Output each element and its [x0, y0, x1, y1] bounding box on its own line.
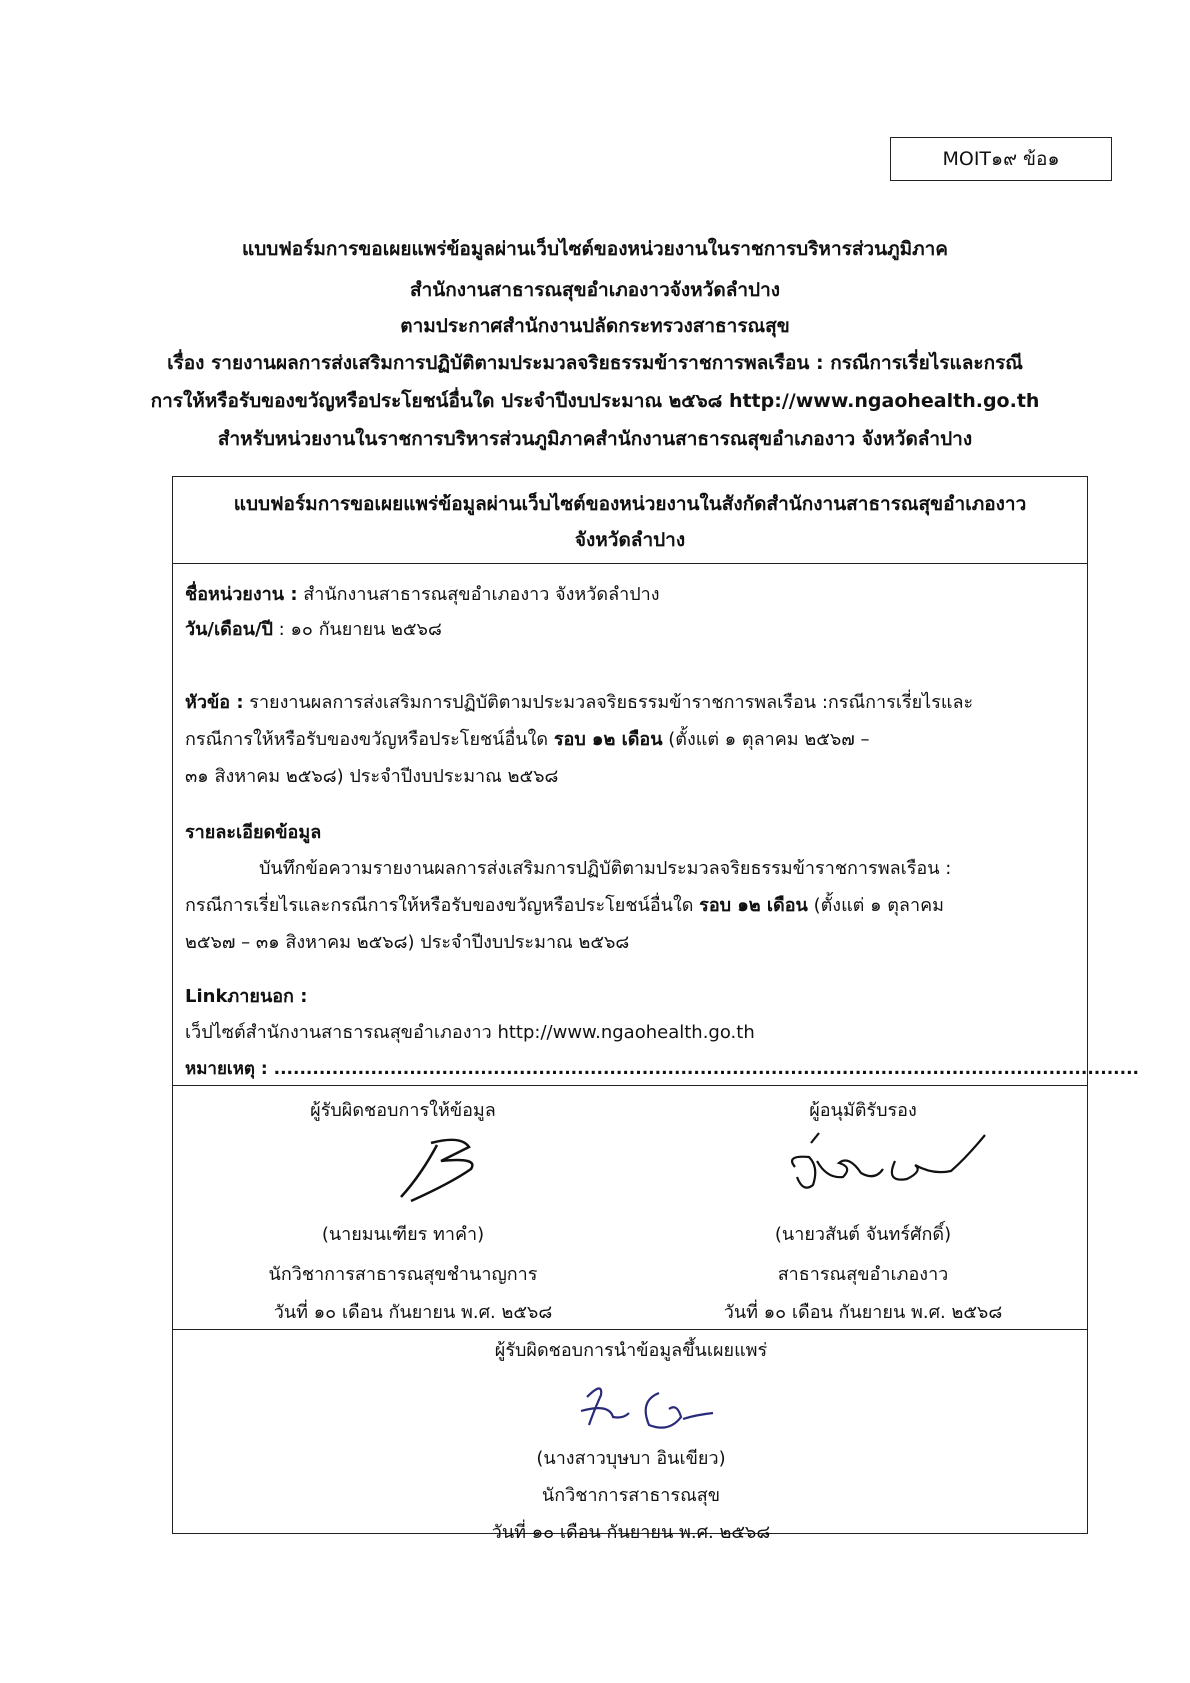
header-line-1: แบบฟอร์มการขอเผยแพร่ข้อมูลผ่านเว็บไซต์ของหน่วยงานในราชการบริหารส่วนภูมิภาค — [241, 238, 949, 260]
detail-line-1: บันทึกข้อความรายงานผลการส่งเสริมการปฏิบัติตามประมวลจริยธรรมข้าราชการพลเรือน : — [259, 858, 952, 879]
row-divider — [173, 1329, 1087, 1330]
bottom-sign-name: (นางสาวบุษบา อินเขียว) — [536, 1448, 726, 1469]
header-line-6: สำหรับหน่วยงานในราชการบริหารส่วนภูมิภาคสำนักงานสาธารณสุขอำเภองาว จังหวัดลำปาง — [217, 428, 973, 450]
left-sign-date: วันที่ ๑๐ เดือน กันยายน พ.ศ. ๒๕๖๘ — [273, 1302, 553, 1323]
bottom-sign-role: ผู้รับผิดชอบการนำข้อมูลขึ้นเผยแพร่ — [494, 1340, 768, 1361]
header-line-5: การให้หรือรับของขวัญหรือประโยชน์อื่นใด ประจำปีงบประมาณ ๒๕๖๘ http://www.ngaohealth.go.th — [150, 390, 1040, 412]
topic-label: หัวข้อ : — [185, 692, 244, 713]
left-sign-position: นักวิชาการสาธารณสุขชำนาญการ — [268, 1264, 538, 1285]
bottom-sign-date: วันที่ ๑๐ เดือน กันยายน พ.ศ. ๒๕๖๘ — [491, 1522, 771, 1543]
agency-label: ชื่อหน่วยงาน : — [185, 584, 298, 605]
right-sign-position: สาธารณสุขอำเภองาว — [777, 1264, 949, 1285]
topic-period: รอบ ๑๒ เดือน — [553, 729, 663, 750]
form-title-line-1: แบบฟอร์มการขอเผยแพร่ข้อมูลผ่านเว็บไซต์ของหน่วยงานในสังกัดสำนักงานสาธารณสุขอำเภองาว — [233, 493, 1027, 515]
form-title-line-2: จังหวัดลำปาง — [574, 529, 686, 551]
topic-text-1: รายงานผลการส่งเสริมการปฏิบัติตามประมวลจริยธรรมข้าราชการพลเรือน :กรณีการเรี่ยไรและ — [243, 692, 974, 713]
note-label: หมายเหตุ : ...................................................................................................................................... — [185, 1059, 1139, 1079]
date-line — [185, 614, 442, 643]
right-signature-image — [783, 1127, 993, 1207]
topic-line-2 — [185, 724, 870, 753]
detail-line-2 — [185, 890, 944, 919]
topic-line-1 — [185, 687, 973, 716]
link-value: เว็ปไซต์สำนักงานสาธารณสุขอำเภองาว http://www.ngaohealth.go.th — [185, 1022, 755, 1043]
agency-line — [185, 579, 660, 608]
detail-period: รอบ ๑๒ เดือน — [699, 895, 808, 916]
header-line-4: เรื่อง รายงานผลการส่งเสริมการปฏิบัติตามประมวลจริยธรรมข้าราชการพลเรือน : กรณีการเรี่ยไรและกรณี — [167, 352, 1023, 374]
form-code-box — [890, 137, 1112, 181]
left-signature-image — [391, 1133, 511, 1213]
right-sign-name: (นายวสันต์ จันทร์ศักดิ์) — [774, 1224, 952, 1245]
bottom-signature-image — [573, 1373, 723, 1443]
left-sign-name: (นายมนเฑียร ทาคำ) — [321, 1224, 485, 1245]
date-value: : ๑๐ กันยายน ๒๕๖๘ — [272, 619, 442, 640]
detail-text-2a: กรณีการเรี่ยไรและกรณีการให้หรือรับของขวัญหรือประโยชน์อื่นใด — [185, 895, 700, 916]
detail-label: รายละเอียดข้อมูล — [185, 822, 322, 843]
detail-line-3: ๒๕๖๗ – ๓๑ สิงหาคม ๒๕๖๘) ประจำปีงบประมาณ ๒๕๖๘ — [185, 932, 630, 953]
form-code: MOIT๑๙ ข้อ๑ — [942, 148, 1060, 170]
header-line-2: สำนักงานสาธารณสุขอำเภองาวจังหวัดลำปาง — [409, 279, 781, 301]
form-table — [172, 476, 1139, 1543]
right-sign-role: ผู้อนุมัติรับรอง — [809, 1100, 917, 1121]
link-label: Linkภายนอก : — [185, 986, 308, 1007]
topic-text-2a: กรณีการให้หรือรับของขวัญหรือประโยชน์อื่นใด — [185, 729, 554, 750]
row-divider — [173, 563, 1087, 564]
right-sign-date: วันที่ ๑๐ เดือน กันยายน พ.ศ. ๒๕๖๘ — [723, 1302, 1003, 1323]
topic-text-2c: (ตั้งแต่ ๑ ตุลาคม ๒๕๖๗ – — [662, 729, 870, 750]
detail-text-2c: (ตั้งแต่ ๑ ตุลาคม — [807, 895, 944, 916]
row-divider — [173, 1085, 1087, 1086]
bottom-sign-position: นักวิชาการสาธารณสุข — [541, 1485, 721, 1506]
left-sign-role: ผู้รับผิดชอบการให้ข้อมูล — [310, 1100, 496, 1121]
agency-value: สำนักงานสาธารณสุขอำเภองาว จังหวัดลำปาง — [297, 584, 660, 605]
date-label: วัน/เดือน/ปี — [185, 619, 273, 640]
topic-line-3: ๓๑ สิงหาคม ๒๕๖๘) ประจำปีงบประมาณ ๒๕๖๘ — [185, 766, 559, 787]
header-line-3: ตามประกาศสำนักงานปลัดกระทรวงสาธารณสุข — [400, 315, 790, 337]
